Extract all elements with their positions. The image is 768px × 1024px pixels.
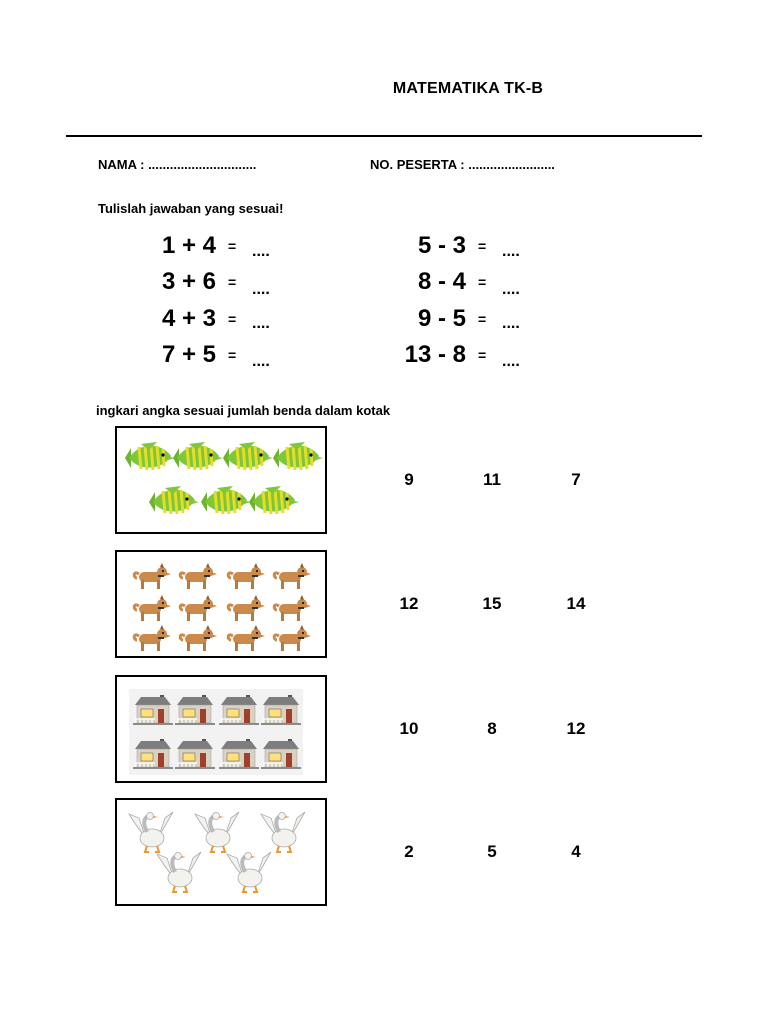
answer-option[interactable]: 8 [487, 719, 497, 738]
goose-icon [157, 852, 201, 892]
equation-expression: 3 + 6 [161, 268, 216, 295]
title-divider [66, 135, 702, 137]
equals-sign: = [478, 311, 487, 327]
equals-sign: = [228, 274, 237, 290]
dog-icon [228, 625, 265, 651]
answer-option[interactable]: 15 [482, 594, 502, 613]
instruction-arithmetic: Tulislah jawaban yang sesuai! [98, 201, 284, 216]
answer-option[interactable]: 10 [399, 719, 419, 738]
equation-expression: 7 + 5 [161, 341, 216, 368]
equation-expression: 9 - 5 [417, 305, 466, 332]
answer-option[interactable]: 2 [404, 842, 414, 861]
house-picture-box [115, 675, 327, 783]
equals-sign: = [228, 311, 237, 327]
dog-icon [180, 595, 217, 621]
dog-icon [180, 563, 217, 589]
equals-sign: = [228, 238, 237, 254]
answer-option[interactable]: 14 [566, 594, 586, 613]
equals-sign: = [478, 347, 487, 363]
dog-icon [228, 563, 265, 589]
answer-option[interactable]: 7 [571, 470, 581, 489]
fish-icon [201, 486, 251, 514]
equation-expression: 5 - 3 [417, 232, 466, 259]
fish-icon [125, 442, 175, 470]
equation-expression: 1 + 4 [161, 232, 216, 259]
answer-blank[interactable]: .... [252, 353, 270, 370]
answer-option[interactable]: 5 [487, 842, 497, 861]
name-field[interactable]: NAMA : .............................. [98, 157, 257, 172]
goose-icon [195, 812, 239, 852]
answer-blank[interactable]: .... [502, 243, 520, 260]
equation-expression: 4 + 3 [161, 305, 216, 332]
fish-icon [223, 442, 273, 470]
participant-number-field[interactable]: NO. PESERTA : ........................ [370, 157, 555, 172]
equation-expression: 13 - 8 [404, 341, 466, 368]
answer-option[interactable]: 11 [483, 470, 501, 489]
goose-icon [227, 852, 271, 892]
answer-option[interactable]: 9 [404, 470, 414, 489]
goose-icon [261, 812, 305, 852]
dog-icon [274, 563, 311, 589]
answer-option[interactable]: 4 [571, 842, 581, 861]
answer-blank[interactable]: .... [252, 243, 270, 260]
dog-icon [274, 625, 311, 651]
answer-blank[interactable]: .... [502, 281, 520, 298]
dog-icon [180, 625, 217, 651]
equals-sign: = [478, 274, 487, 290]
dog-icon [228, 595, 265, 621]
dog-icon [134, 563, 171, 589]
instruction-counting: ingkari angka sesuai jumlah benda dalam kotak [96, 403, 391, 418]
answer-blank[interactable]: .... [252, 315, 270, 332]
fish-icon [249, 486, 299, 514]
page-title: MATEMATIKA TK-B [392, 80, 544, 97]
dog-icon [274, 595, 311, 621]
answer-blank[interactable]: .... [502, 353, 520, 370]
fish-icon [173, 442, 223, 470]
goose-picture-box [115, 798, 327, 906]
dog-icon [134, 625, 171, 651]
equals-sign: = [478, 238, 487, 254]
dog-picture-box [115, 550, 327, 658]
fish-picture-box [115, 426, 327, 534]
answer-option[interactable]: 12 [399, 594, 419, 613]
answer-blank[interactable]: .... [252, 281, 270, 298]
equation-expression: 8 - 4 [417, 268, 466, 295]
answer-option[interactable]: 12 [566, 719, 586, 738]
fish-icon [273, 442, 323, 470]
answer-blank[interactable]: .... [502, 315, 520, 332]
goose-icon [129, 812, 173, 852]
fish-icon [149, 486, 199, 514]
dog-icon [134, 595, 171, 621]
equals-sign: = [228, 347, 237, 363]
